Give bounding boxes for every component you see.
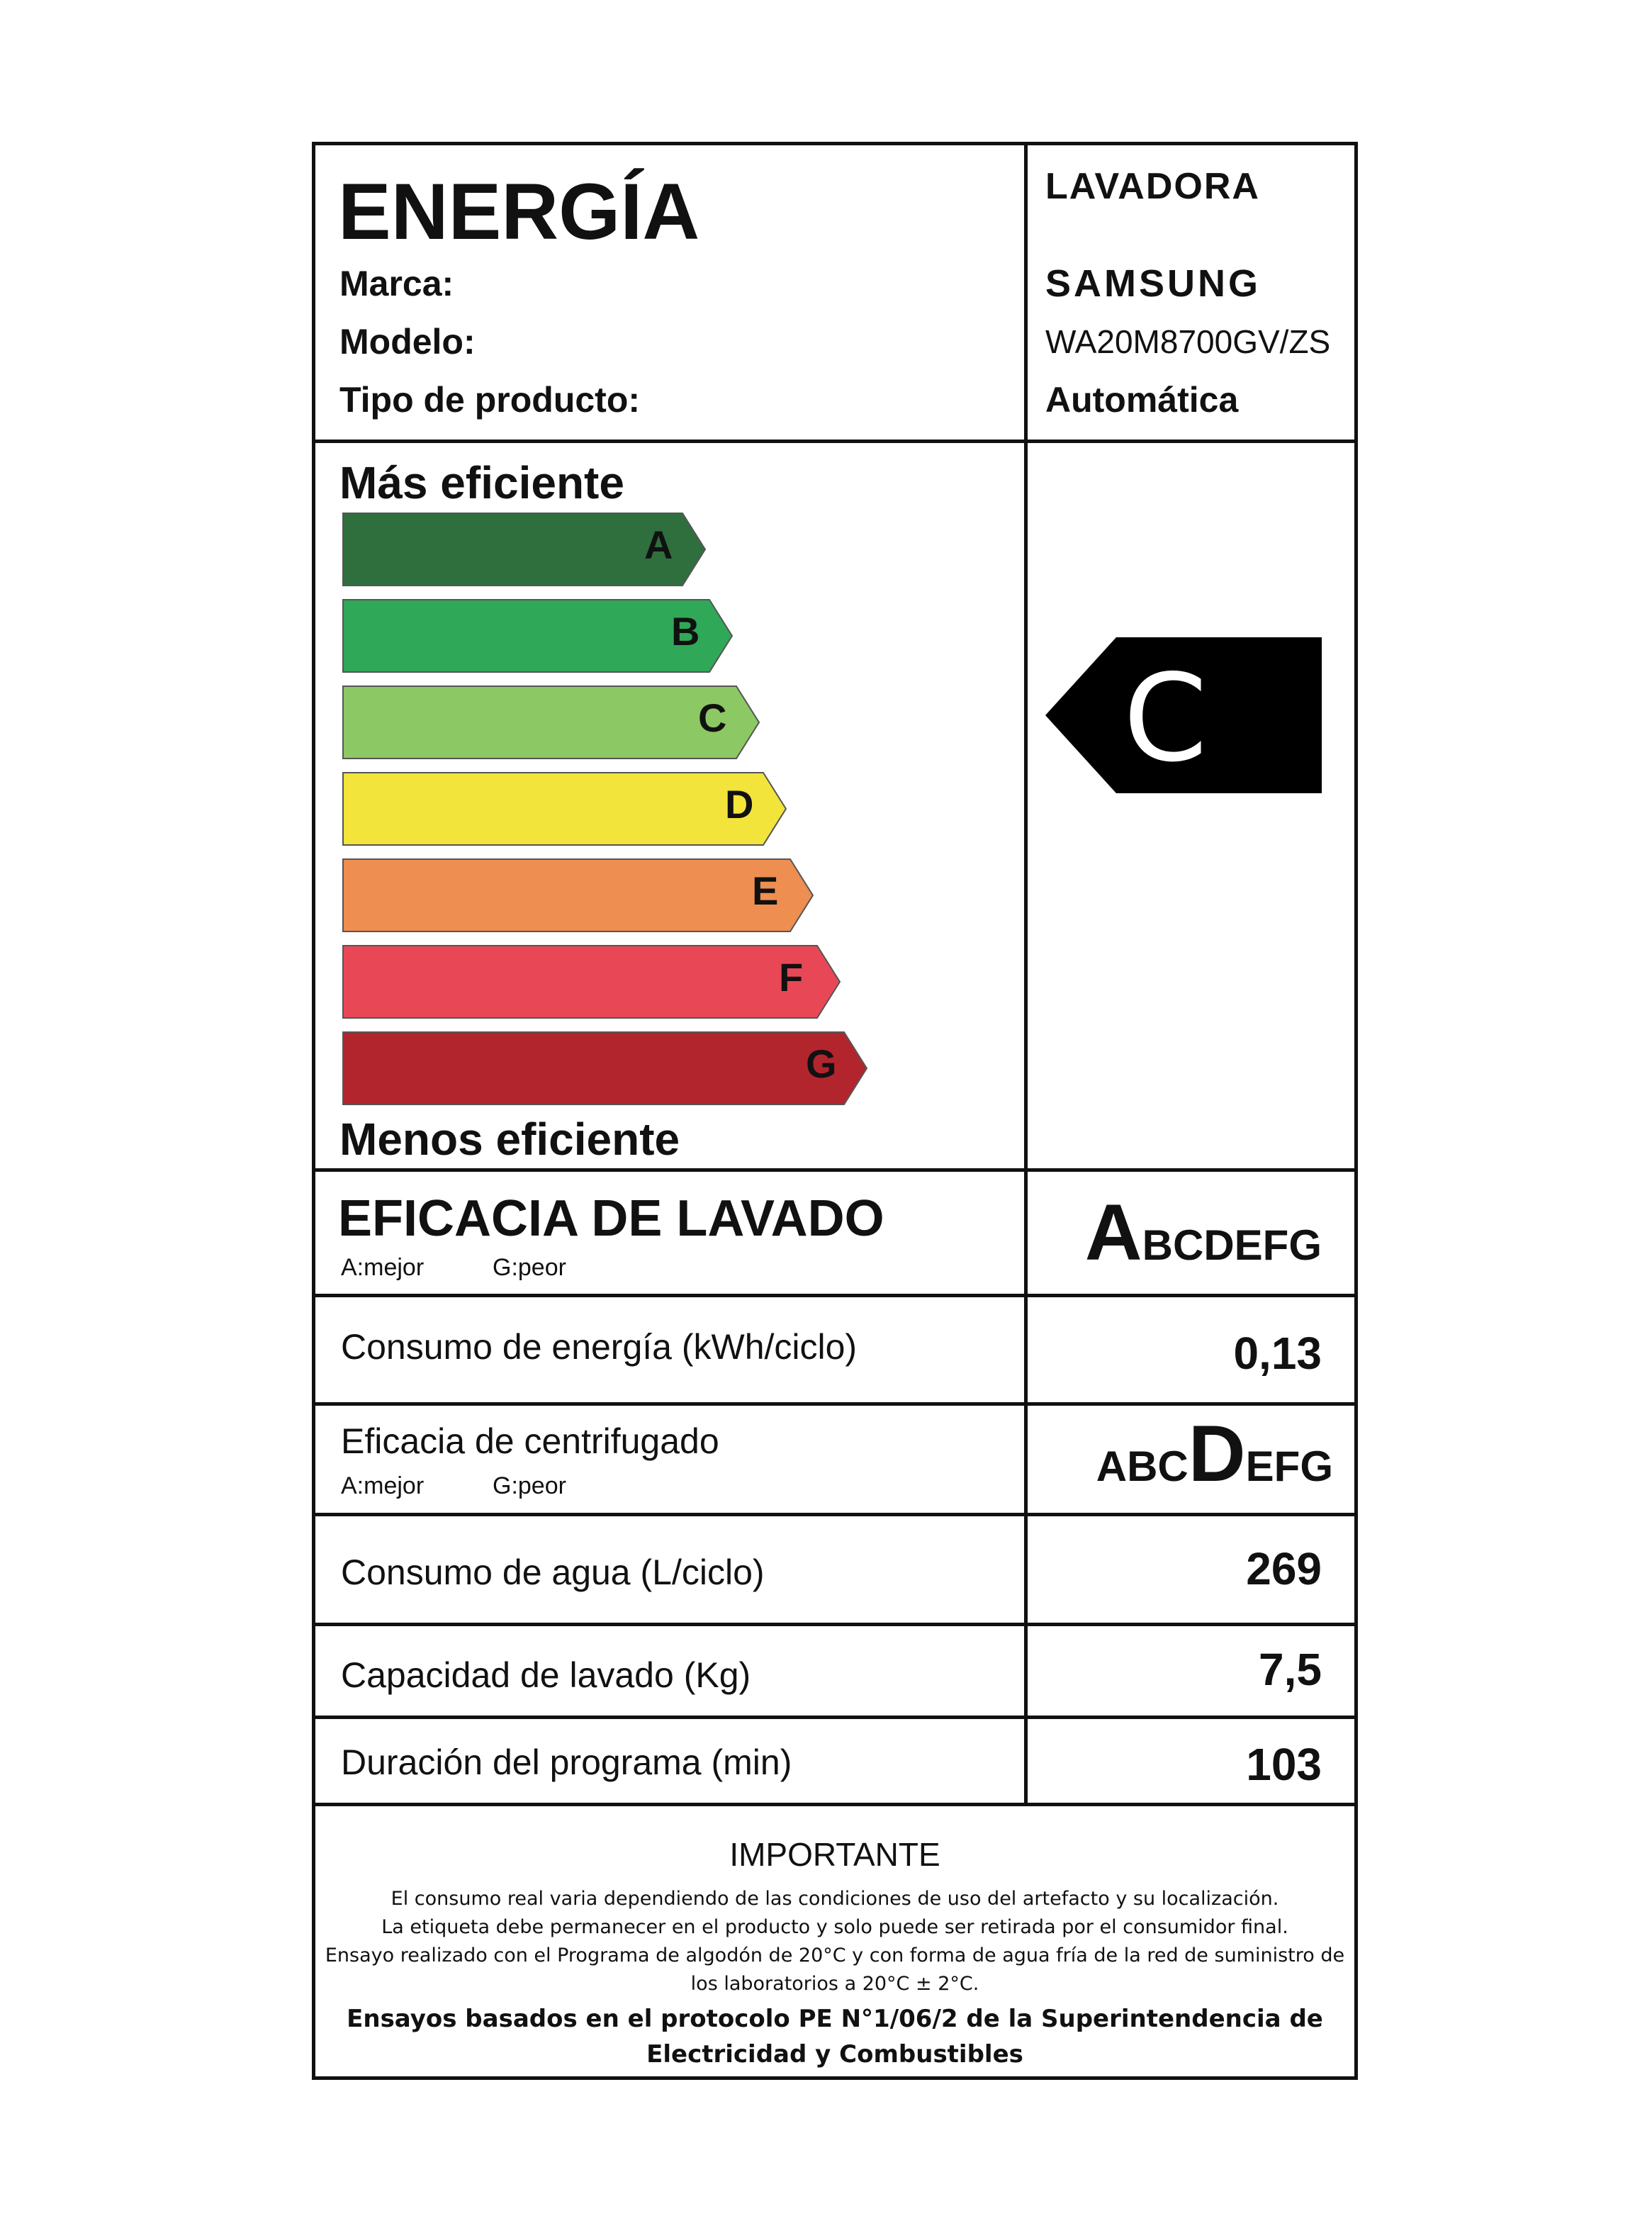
divider (315, 1623, 1354, 1626)
water-value: 269 (1246, 1543, 1322, 1594)
spin-legend-worst: G:peor (493, 1472, 566, 1499)
important-line: El consumo real varia dependiendo de las condiciones de uso del artefacto y su localización. (390, 1888, 1279, 1910)
divider (315, 1803, 1354, 1806)
efficiency-class-letter: B (671, 609, 700, 654)
most-efficient-label: Más eficiente (339, 457, 624, 508)
important-line: los laboratorios a 20°C ± 2°C. (690, 1973, 979, 1995)
least-efficient-label: Menos eficiente (339, 1114, 680, 1165)
brand-label: Marca: (339, 264, 454, 303)
efficiency-class-letter: C (698, 695, 727, 740)
duration-label: Duración del programa (min) (341, 1742, 792, 1782)
energy-label (312, 142, 1358, 2080)
wash-efficacy-title: EFICACIA DE LAVADO (338, 1190, 884, 1247)
divider (315, 1168, 1354, 1172)
rating-letter: C (1123, 649, 1208, 789)
rating-arrow (1045, 637, 1322, 793)
spin-label: Eficacia de centrifugado (341, 1421, 719, 1461)
efficiency-class-letter: G (806, 1041, 837, 1086)
model-value: WA20M8700GV/ZS (1045, 323, 1331, 360)
spin-scale (1096, 1409, 1333, 1498)
important-line: La etiqueta debe permanecer en el producto y solo puede ser retirada por el consumidor final. (381, 1916, 1288, 1938)
water-label: Consumo de agua (L/ciclo) (341, 1552, 765, 1592)
product-type-value: Automática (1045, 380, 1239, 420)
spin-legend-best: A:mejor (341, 1472, 425, 1499)
efficiency-class-letter: A (644, 522, 673, 567)
efficiency-class-c (342, 685, 759, 759)
divider (315, 1294, 1354, 1297)
efficiency-class-bar (342, 772, 789, 846)
wash-efficacy-scale (1084, 1188, 1322, 1277)
efficiency-class-letter: F (779, 955, 804, 1000)
capacity-label: Capacidad de lavado (Kg) (341, 1655, 751, 1695)
wash-efficacy-highlight: A (1084, 1188, 1142, 1277)
efficiency-class-bar (342, 1031, 870, 1105)
important-heading: IMPORTANTE (729, 1836, 940, 1873)
efficiency-class-a (342, 513, 705, 586)
energy-value: 0,13 (1233, 1328, 1322, 1379)
efficiency-class-letter: E (752, 868, 779, 913)
efficiency-class-e (342, 858, 813, 932)
efficiency-class-letter: D (725, 782, 754, 827)
energy-label-text: Consumo de energía (kWh/ciclo) (341, 1327, 858, 1367)
wash-efficacy-rest: BCDEFG (1142, 1221, 1322, 1269)
efficiency-class-bar (342, 858, 816, 932)
wash-legend-best: A:mejor (341, 1254, 425, 1281)
important-line: Ensayo realizado con el Programa de algodón de 20°C y con forma de agua fría de la red de suministro de (325, 1944, 1345, 1966)
efficiency-class-g (342, 1031, 867, 1105)
brand-value: SAMSUNG (1045, 262, 1262, 305)
column-divider (1024, 145, 1028, 1804)
product-type-label: Tipo de producto: (339, 380, 641, 420)
capacity-value: 7,5 (1259, 1644, 1322, 1695)
product-category: LAVADORA (1045, 166, 1260, 207)
model-label: Modelo: (339, 322, 476, 362)
important-protocol: Electricidad y Combustibles (646, 2040, 1023, 2069)
divider (315, 1402, 1354, 1406)
important-protocol: Ensayos basados en el protocolo PE N°1/06/2 de la Superintendencia de (347, 2005, 1323, 2033)
efficiency-class-b (342, 599, 732, 673)
duration-value: 103 (1246, 1739, 1322, 1790)
efficiency-class-bar (342, 945, 843, 1019)
spin-after: EFG (1245, 1443, 1333, 1490)
spin-highlight: D (1188, 1409, 1246, 1498)
wash-legend-worst: G:peor (493, 1254, 566, 1281)
divider (315, 440, 1354, 443)
divider (315, 1716, 1354, 1719)
label-title: ENERGÍA (338, 167, 700, 256)
divider (315, 1513, 1354, 1516)
efficiency-class-f (342, 945, 840, 1019)
spin-before: ABC (1096, 1443, 1189, 1490)
efficiency-class-d (342, 772, 786, 846)
